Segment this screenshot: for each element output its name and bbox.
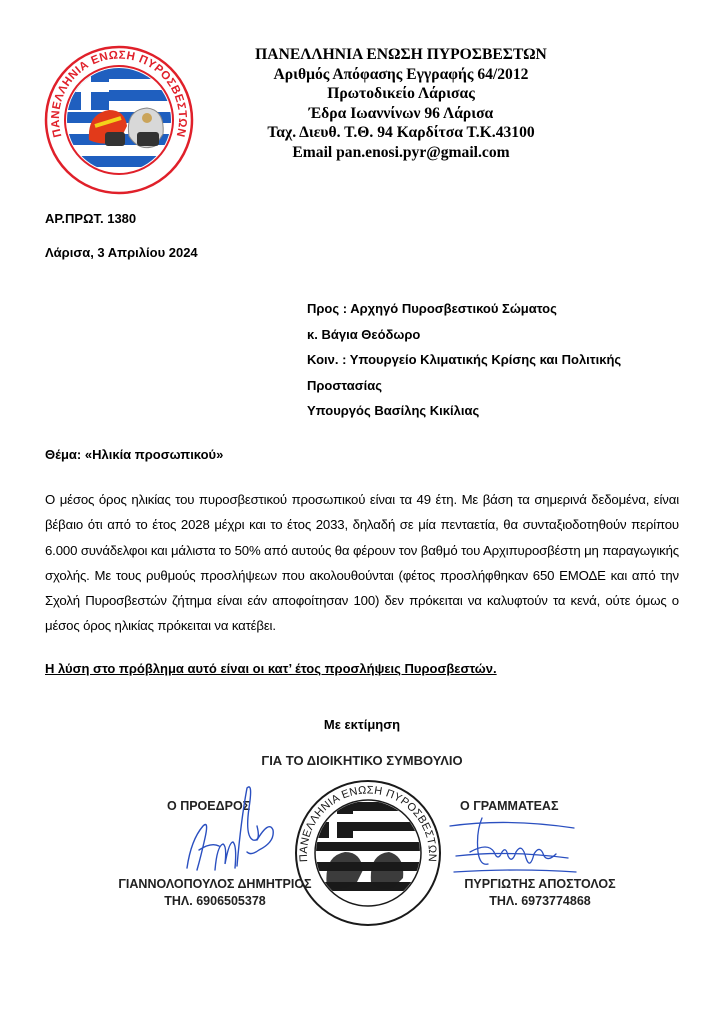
- postal-address: Ταχ. Διευθ. Τ.Θ. 94 Καρδίτσα Τ.Κ.43100: [267, 124, 535, 141]
- recipient-cc: Κοιν. : Υπουργείο Κλιματικής Κρίσης και Πολιτικής: [307, 352, 622, 367]
- recipient-to-name: κ. Βάγια Θεόδωρο: [307, 326, 421, 342]
- recipients-block: [307, 296, 621, 424]
- recipient-to: Προς : Αρχηγό Πυροσβεστικού Σώματος: [307, 301, 557, 316]
- registration-decision: Αριθμός Απόφασης Εγγραφής 64/2012: [273, 65, 529, 83]
- body-paragraph: Ο μέσος όρος ηλικίας του πυροσβεστικού προσωπικού είναι τα 49 έτη. Με βάση τα σημερινά δεδομένα, είναι βέβαιο ότι από το έτος 2028 μέχρι και το έτος 2033, δηλαδή σε μία πενταετία, θα συνταξιοδοτηθούν περίπου 6.000 συνάδελφοι και μάλιστα το 50% από αυτούς θα φέρουν τον βαθμό του Αρχιπυροσβέστη μη παραγωγικής σχολής. Με τους ρυθμούς προσλήψεων που ακολουθούνται (φέτος προσλήφθηκαν 650 ΕΜΟΔΕ και από την Σχολή Πυροσβεστών ζήτημα είναι εάν αποφοίτησαν 100) δεν πρόκειται να καλυφτούν τα κενά, ούτε όμως ο μέσος όρος ηλικίας πρόκειται να κατέβει.: [45, 492, 679, 634]
- secretary-phone: ΤΗΛ. 6973774868: [489, 894, 591, 908]
- secretary-signature: [448, 812, 578, 882]
- recipient-cc-name: Υπουργός Βασίλης Κικίλιας: [307, 403, 480, 418]
- secretary-name: ΠΥΡΓΙΩΤΗΣ ΑΠΟΣΤΟΛΟΣ: [464, 877, 616, 891]
- protocol-number: ΑΡ.ΠΡΩΤ. 1380: [45, 211, 137, 226]
- president-phone: ΤΗΛ. 6906505378: [164, 894, 266, 908]
- stamp-ring-text: ΠΑΝΕΛΛΗΝΙΑ ΕΝΩΣΗ ΠΥΡΟΣΒΕΣΤΩΝ: [297, 784, 439, 863]
- conclusion-statement: Η λύση στο πρόβλημα αυτό είναι οι κατ’ έτος προσλήψεις Πυροσβεστών.: [45, 661, 497, 676]
- organization-header: [228, 45, 574, 162]
- logo-ring-text: ΠΑΝΕΛΛΗΝΙΑ ΕΝΩΣΗ ΠΥΡΟΣΒΕΣΤΩΝ: [49, 49, 189, 139]
- recipient-cc-continued: Προστασίας: [307, 377, 382, 393]
- subject-line: Θέμα: «Ηλικία προσωπικού»: [45, 447, 224, 462]
- org-name: ΠΑΝΕΛΛΗΝΙΑ ΕΝΩΣΗ ΠΥΡΟΣΒΕΣΤΩΝ: [255, 46, 547, 63]
- president-signature: [175, 780, 280, 880]
- email: Email pan.enosi.pyr@gmail.com: [292, 143, 510, 161]
- place-date: Λάρισα, 3 Απριλίου 2024: [45, 245, 198, 260]
- seat-address: Έδρα Ιωαννίνων 96 Λάρισα: [308, 104, 494, 122]
- board-heading: ΓΙΑ ΤΟ ΔΙΟΙΚΗΤΙΚΟ ΣΥΜΒΟΥΛΙΟ: [261, 753, 463, 768]
- president-title: Ο ΠΡΟΕΔΡΟΣ: [167, 799, 251, 813]
- closing-regards: Με εκτίμηση: [323, 717, 401, 732]
- union-logo: [43, 44, 195, 196]
- silver-helmet-icon: [128, 108, 163, 148]
- secretary-title: Ο ΓΡΑΜΜΑΤΕΑΣ: [460, 799, 559, 813]
- president-name: ΓΙΑΝΝΟΛΟΠΟΥΛΟΣ ΔΗΜΗΤΡΙΟΣ: [118, 877, 312, 891]
- court: Πρωτοδικείο Λάρισας: [327, 85, 475, 102]
